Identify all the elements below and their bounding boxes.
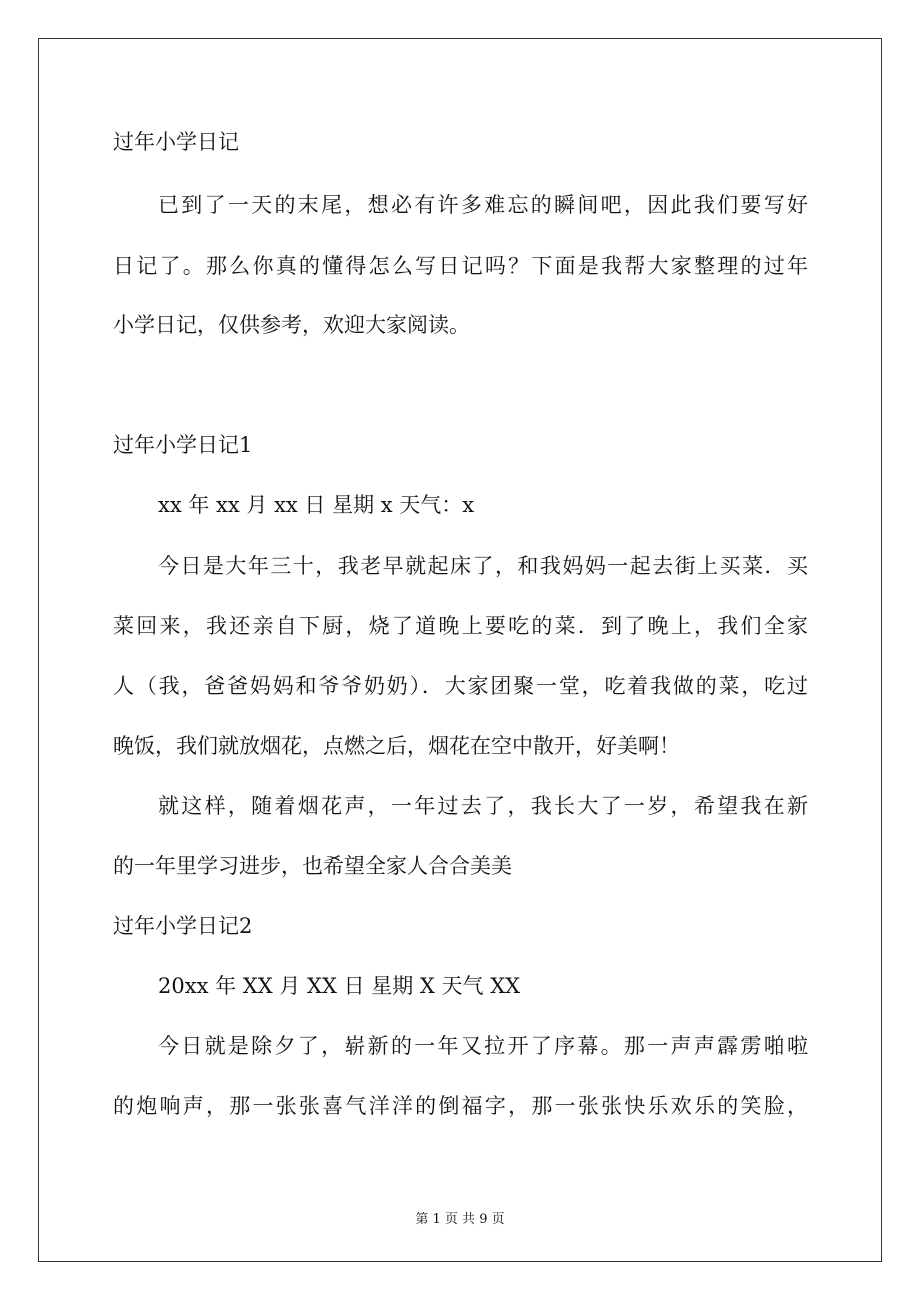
diary1-line: 晚饭，我们就放烟花，点燃之后，烟花在空中散开，好美啊！	[113, 734, 680, 758]
intro-line: 已到了一天的末尾，想必有许多难忘的瞬间吧，因此我们要写好	[158, 193, 808, 217]
diary1-line: 人（我，爸爸妈妈和爷爷奶奶）．大家团聚一堂，吃着我做的菜，吃过	[113, 674, 808, 698]
diary1-line: 今日是大年三十，我老早就起床了，和我妈妈一起去街上买菜．买	[158, 554, 808, 578]
diary1-date: xx 年 xx 月 xx 日 星期 x 天气：x	[158, 493, 475, 517]
diary2-date: 20xx 年 XX 月 XX 日 星期 X 天气 XX	[158, 974, 521, 998]
intro-line: 日记了。那么你真的懂得怎么写日记吗？下面是我帮大家整理的过年	[113, 254, 808, 278]
page-border	[38, 38, 882, 1262]
page-footer: 第 1 页 共 9 页	[415, 1212, 505, 1227]
document-title: 过年小学日记	[113, 130, 239, 154]
diary1-line: 的一年里学习进步，也希望全家人合合美美	[113, 854, 512, 878]
diary2-line: 的炮响声，那一张张喜气洋洋的倒福字，那一张张快乐欢乐的笑脸，	[113, 1094, 808, 1118]
diary1-heading: 过年小学日记1	[113, 433, 253, 457]
diary1-line: 菜回来，我还亲自下厨，烧了道晚上要吃的菜．到了晚上，我们全家	[113, 614, 808, 638]
diary1-line: 就这样，随着烟花声，一年过去了，我长大了一岁，希望我在新	[158, 794, 808, 818]
diary2-line: 今日就是除夕了，崭新的一年又拉开了序幕。那一声声霹雳啪啦	[158, 1034, 808, 1058]
intro-line: 小学日记，仅供参考，欢迎大家阅读。	[113, 313, 470, 337]
diary2-heading: 过年小学日记2	[113, 914, 253, 938]
